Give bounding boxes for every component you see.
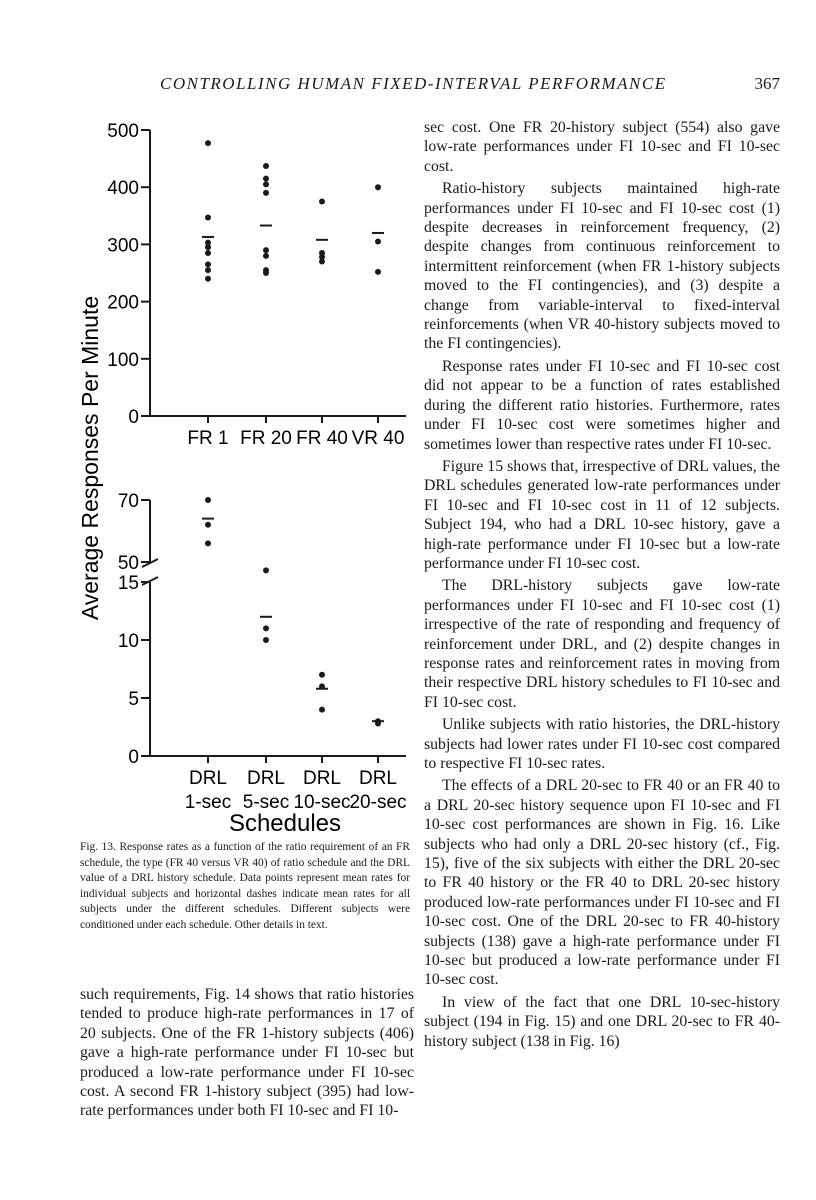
y-tick-label: 50 <box>117 553 139 574</box>
data-point <box>319 259 325 265</box>
paragraph: The DRL-history subjects gave low-rate performances under FI 10-sec and FI 10-sec cost (1) irrespective of the rate of responding and frequency of reinforcement under DRL, and (2) despite changes in response rates and reinforcement rates in moving from their respective DRL history schedules to FI 10-sec and FI 10-sec cost. <box>424 577 780 711</box>
data-point <box>205 261 211 267</box>
data-point <box>319 199 325 205</box>
y-tick-label: 200 <box>107 292 139 314</box>
left-text-column <box>80 985 414 1124</box>
data-point <box>205 244 211 250</box>
y-axis-label: Average Responses Per Minute <box>77 295 103 621</box>
figure-caption: Fig. 13. Response rates as a function of the ratio requirement of an FR schedule, the type (FR 40 versus VR 40) of ratio schedule and the DRL value of a DRL history schedule. Data points represent mean rates for individual subjects and horizontal dashes indicate mean rates for all subjects under the different schedules. Different subjects were conditioned under each schedule. Other details in text. <box>80 841 410 931</box>
category-label: 1-sec <box>184 792 232 813</box>
category-label: 5-sec <box>242 792 290 813</box>
data-point <box>205 215 211 221</box>
category-label: 10-sec <box>293 792 351 813</box>
category-label: FR 40 <box>296 428 348 449</box>
right-text-column <box>424 118 780 1054</box>
data-point <box>319 707 325 713</box>
y-tick-label: 5 <box>128 689 139 710</box>
running-head: CONTROLLING HUMAN FIXED-INTERVAL PERFORMANCE <box>160 74 667 93</box>
category-label: DRL <box>358 768 398 789</box>
y-tick-label: 100 <box>107 349 139 371</box>
paragraph: such requirements, Fig. 14 shows that ratio histories tended to produce high-rate performances in 17 of 20 subjects. One of the FR 1-history subjects (406) gave a high-rate performance under FI 10-sec but produced a low-rate performance under FI 10-sec cost. A second FR 1-history subject (395) had low-rate performances under both FI 10-sec and FI 10- <box>80 986 414 1120</box>
paragraph: The effects of a DRL 20-sec to FR 40 or an FR 40 to a DRL 20-sec history sequence upon FI 10-sec and FI 10-sec cost performances are shown in Fig. 16. Like subjects who had only a DRL 20-sec history (cf., Fig. 15), five of the six subjects with either the DRL 20-sec to FR 40 history or the FR 40 to DRL 20-sec history produced low-rate performances under FI 10-sec and FI 10-sec cost. One of the DRL 20-sec to FR 40-history subjects (138) gave a high-rate performance under FI 10-sec but produced a low-rate performance under FI 10-sec cost. <box>424 777 780 989</box>
paragraph: Figure 15 shows that, irrespective of DRL values, the DRL schedules generated low-rate performances under FI 10-sec and FI 10-sec cost in 11 of 12 subjects. Subject 194, who had a DRL 10-sec history, gave a high-rate performance under FI 10-sec but a low-rate performance under FI 10-sec cost. <box>424 457 780 572</box>
data-point <box>263 625 269 631</box>
data-point <box>205 140 211 146</box>
y-tick-label: 10 <box>117 631 139 652</box>
figure <box>77 118 410 843</box>
category-label: DRL <box>302 768 342 789</box>
y-tick-label: 300 <box>107 235 139 257</box>
data-point <box>205 540 211 546</box>
y-tick-label: 0 <box>128 747 139 768</box>
data-point <box>263 181 269 187</box>
paragraph: In view of the fact that one DRL 10-sec-history subject (194 in Fig. 15) and one DRL 20-sec to FR 40-history subject (138 in Fig. 16) <box>424 993 780 1050</box>
data-point <box>263 637 269 643</box>
data-point <box>375 239 381 245</box>
data-point <box>263 163 269 169</box>
paragraph: Ratio-history subjects maintained high-rate performances under FI 10-sec and FI 10-sec cost (1) despite decreases in reinforcement frequency, (2) despite changes from continuous reinforcement to intermittent reinforcement (when FR 1-history subjects moved to the FI contingencies), and (3) despite a change from variable-interval to fixed-interval reinforcements (when VR 40-history subjects moved to the FI contingencies). <box>424 180 780 353</box>
paragraph: Response rates under FI 10-sec and FI 10-sec cost did not appear to be a function of rates established during the different ratio histories. Furthermore, rates under FI 10-sec cost were sometimes higher and sometimes lower than respective rates under FI 10-sec. <box>424 357 780 453</box>
paragraph: Unlike subjects with ratio histories, the DRL-history subjects had lower rates under FI 10-sec cost compared to respective FI 10-sec rates. <box>424 716 780 772</box>
response-rate-chart <box>77 118 410 838</box>
x-axis-label: Schedules <box>228 810 342 837</box>
data-point <box>319 672 325 678</box>
data-point <box>205 250 211 256</box>
data-point <box>375 184 381 190</box>
data-point <box>375 269 381 275</box>
paragraph: sec cost. One FR 20-history subject (554) also gave low-rate performances under FI 10-sec and FI 10-sec cost. <box>424 119 780 175</box>
data-point <box>263 253 269 259</box>
y-tick-label: 500 <box>107 121 139 142</box>
category-label: VR 40 <box>351 428 405 449</box>
data-point <box>263 567 269 573</box>
y-tick-label: 15 <box>117 573 139 594</box>
data-point <box>263 247 269 253</box>
category-label: DRL <box>188 768 228 789</box>
y-tick-label: 0 <box>128 407 139 428</box>
data-point <box>205 276 211 282</box>
data-point <box>205 522 211 528</box>
category-label: FR 20 <box>240 428 292 449</box>
data-point <box>263 190 269 196</box>
data-point <box>205 267 211 273</box>
category-label: DRL <box>246 768 286 789</box>
y-tick-label: 70 <box>117 491 139 512</box>
page-number: 367 <box>754 74 780 93</box>
category-label: FR 1 <box>187 428 229 449</box>
data-point <box>205 497 211 503</box>
category-label: 20-sec <box>349 792 407 813</box>
data-point <box>263 270 269 276</box>
y-tick-label: 400 <box>107 178 139 200</box>
running-header <box>160 74 780 100</box>
data-point <box>263 176 269 182</box>
